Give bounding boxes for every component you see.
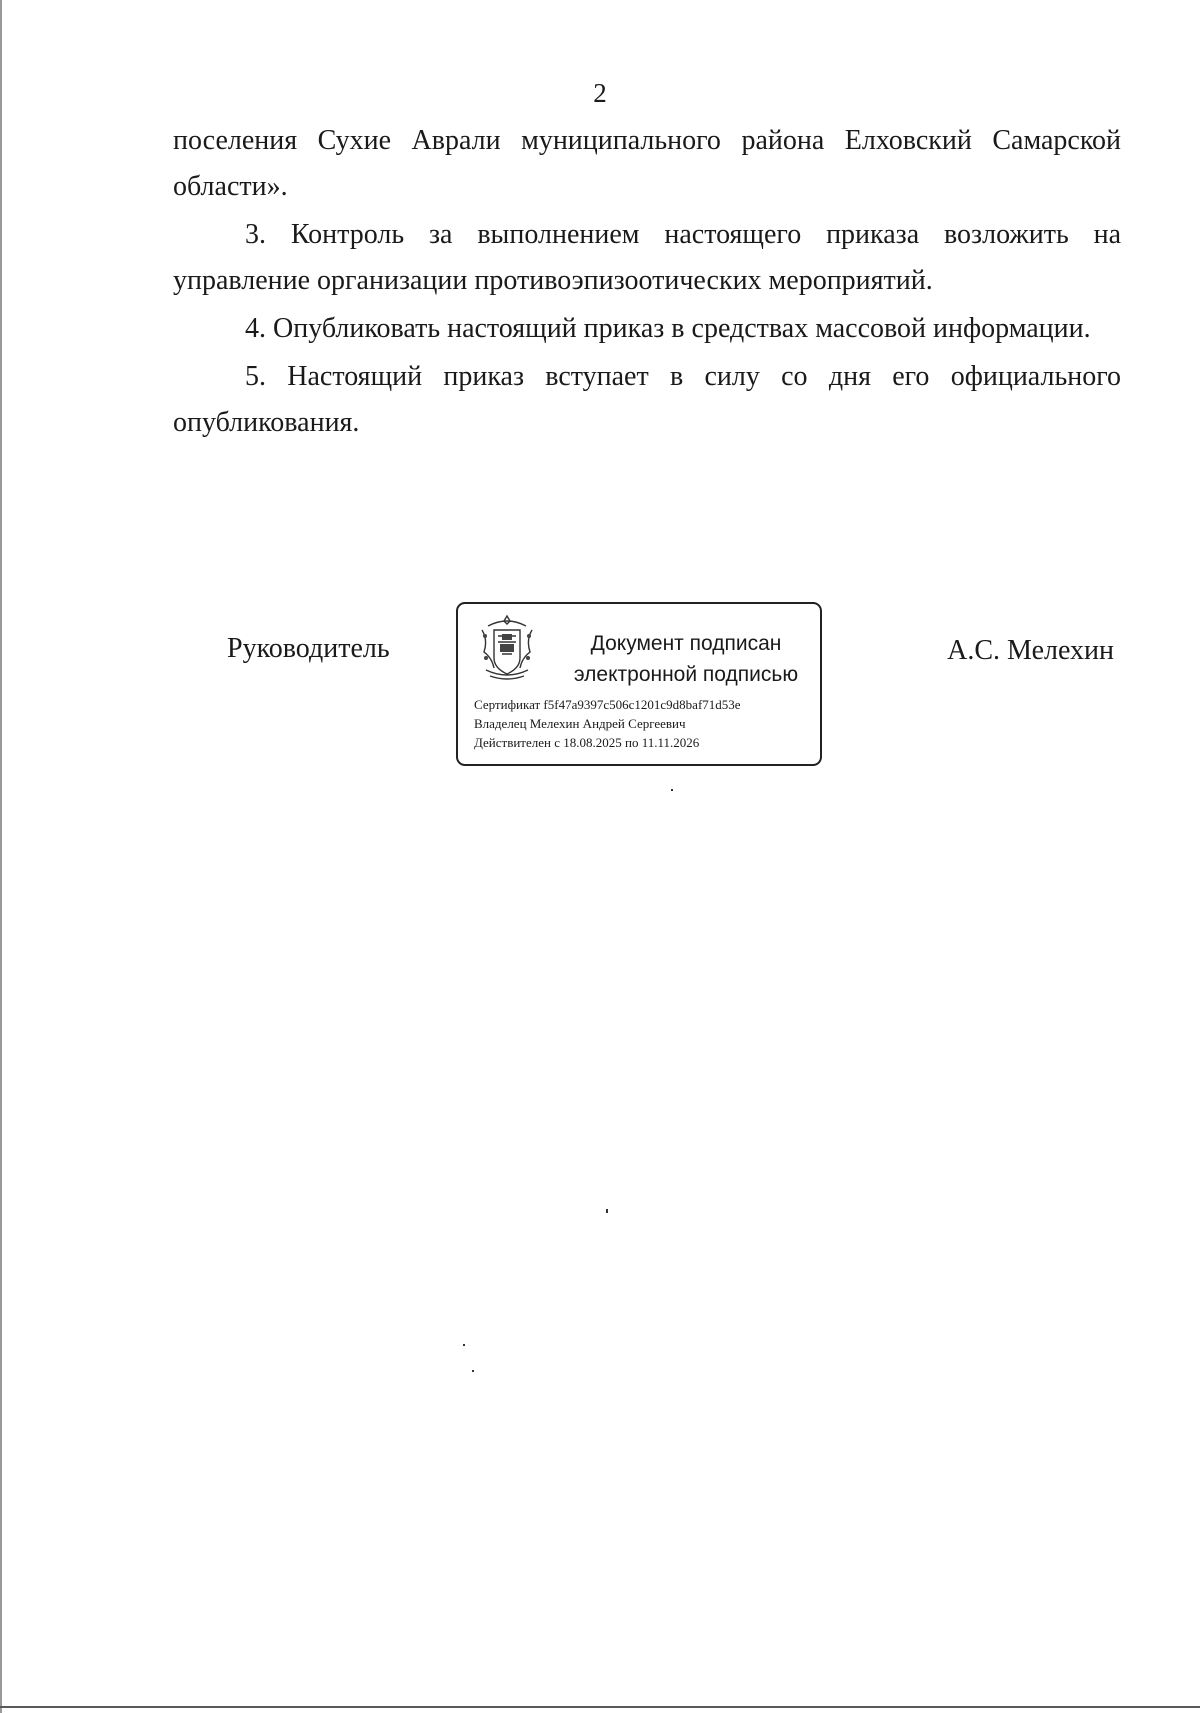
- scan-speck: [606, 1209, 608, 1213]
- paragraph-item-4: 4. Опубликовать настоящий приказ в средствах массовой информации.: [245, 313, 1091, 344]
- paragraph-continuation: поселения Сухие Аврали муниципального района Елховский Самарской области».: [173, 125, 1121, 202]
- stamp-title: [554, 628, 818, 690]
- stamp-title-line-1: Документ подписан: [590, 632, 782, 655]
- document-body: [173, 118, 1121, 448]
- stamp-owner: Владелец Мелехин Андрей Сергеевич: [474, 716, 686, 731]
- stamp-certificate: Сертификат f5f47a9397c506c1201c9d8baf71d53e: [474, 697, 741, 712]
- signatory-name: А.С. Мелехин: [947, 635, 1114, 666]
- scan-speck: [472, 1370, 474, 1372]
- coat-of-arms-emblem-icon: [476, 612, 538, 682]
- scan-bottom-edge: [0, 1706, 1200, 1708]
- scan-speck: [463, 1344, 465, 1346]
- scan-left-edge: [0, 0, 2, 1713]
- page-number: 2: [593, 78, 607, 108]
- paragraph-item-3: 3. Контроль за выполнением настоящего приказа возложить на управление организации противоэпизоотических мероприятий.: [173, 219, 1121, 296]
- paragraph-item-5: 5. Настоящий приказ вступает в силу со дня его официального опубликования.: [173, 361, 1121, 438]
- signatory-role: Руководитель: [227, 633, 390, 664]
- stamp-validity: Действителен с 18.08.2025 по 11.11.2026: [474, 735, 700, 750]
- stamp-title-line-2: электронной подписью: [573, 663, 799, 686]
- scan-speck: [671, 789, 673, 791]
- electronic-signature-stamp: [456, 602, 822, 766]
